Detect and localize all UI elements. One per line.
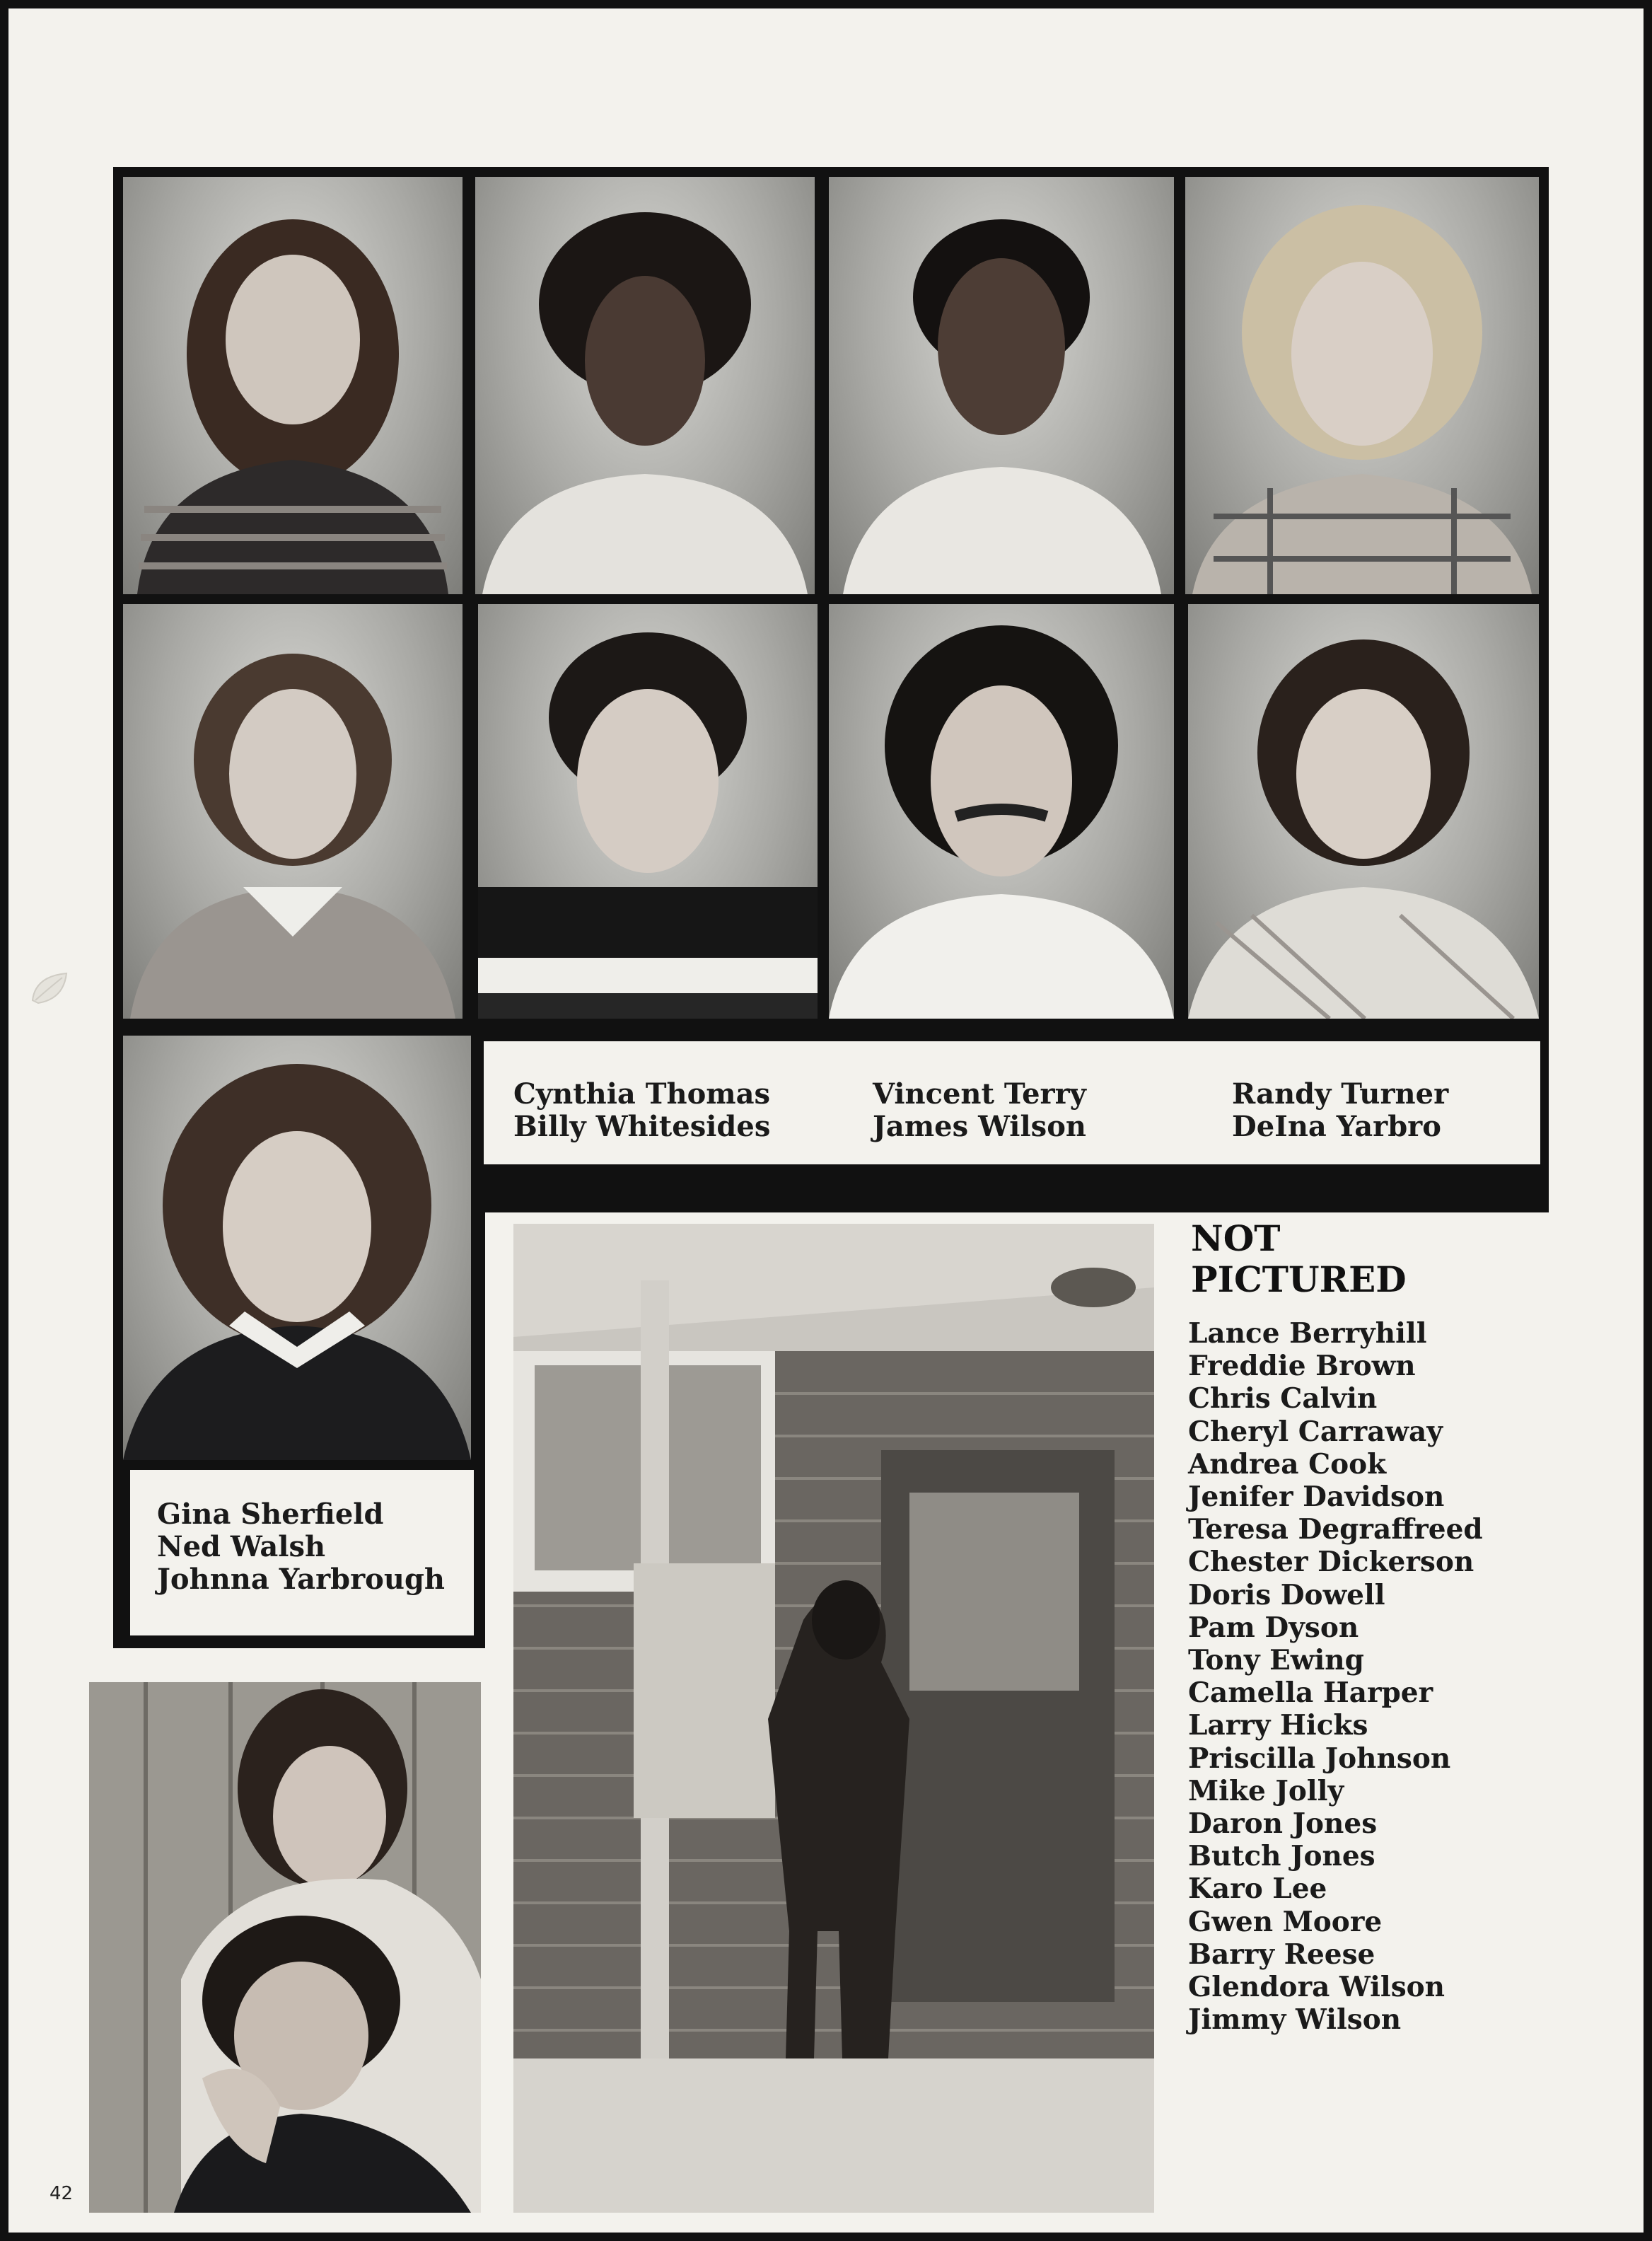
caption-name: DeIna Yarbro	[1232, 1110, 1441, 1143]
portrait-photo	[475, 177, 815, 594]
caption-name: Johnna Yarbrough	[157, 1563, 445, 1596]
not-pictured-title-line: PICTURED	[1191, 1258, 1407, 1300]
list-item: Glendora Wilson	[1188, 1971, 1446, 2004]
list-item: Daron Jones	[1188, 1807, 1378, 1841]
list-item: Andrea Cook	[1188, 1447, 1387, 1481]
portrait-photo	[1188, 604, 1539, 1019]
portrait-photo	[478, 604, 818, 1019]
page-number: 42	[50, 2183, 74, 2204]
caption-name: Ned Walsh	[157, 1530, 326, 1563]
portrait-photo	[123, 1036, 471, 1460]
caption-name: Billy Whitesides	[513, 1110, 771, 1143]
list-item: Pam Dyson	[1188, 1611, 1359, 1644]
candid-photo-couple	[89, 1682, 481, 2213]
not-pictured-title	[1191, 1218, 1407, 1300]
portrait-photo	[829, 604, 1174, 1019]
caption-name: Cynthia Thomas	[513, 1077, 771, 1111]
caption-name: Randy Turner	[1232, 1077, 1449, 1111]
list-item: Chester Dickerson	[1188, 1546, 1474, 1579]
list-item: Jenifer Davidson	[1188, 1481, 1445, 1514]
list-item: Teresa Degraffreed	[1188, 1513, 1483, 1546]
list-item: Jimmy Wilson	[1188, 2003, 1402, 2037]
list-item: Karo Lee	[1188, 1872, 1327, 1906]
list-item: Butch Jones	[1188, 1840, 1375, 1873]
caption-name: James Wilson	[873, 1110, 1086, 1143]
portrait-photo	[829, 177, 1174, 594]
list-item: Tony Ewing	[1188, 1644, 1364, 1677]
caption-name: Gina Sherfield	[157, 1498, 384, 1531]
list-item: Camella Harper	[1188, 1677, 1433, 1710]
not-pictured-title-line: NOT	[1191, 1217, 1281, 1259]
leaf-icon	[28, 969, 71, 1007]
list-item: Priscilla Johnson	[1188, 1742, 1451, 1775]
list-item: Lance Berryhill	[1188, 1317, 1427, 1350]
list-item: Freddie Brown	[1188, 1350, 1416, 1383]
list-item: Doris Dowell	[1188, 1578, 1385, 1611]
caption-name: Vincent Terry	[873, 1077, 1086, 1111]
not-pictured-list	[1188, 1317, 1584, 2036]
portrait-photo	[123, 604, 463, 1019]
candid-photo-phone	[513, 1224, 1154, 2213]
list-item: Cheryl Carraway	[1188, 1415, 1443, 1448]
list-item: Larry Hicks	[1188, 1709, 1368, 1742]
list-item: Barry Reese	[1188, 1938, 1375, 1971]
list-item: Gwen Moore	[1188, 1905, 1383, 1938]
portrait-photo	[1185, 177, 1539, 594]
portrait-photo	[123, 177, 463, 594]
list-item: Chris Calvin	[1188, 1382, 1378, 1415]
list-item: Mike Jolly	[1188, 1774, 1344, 1807]
